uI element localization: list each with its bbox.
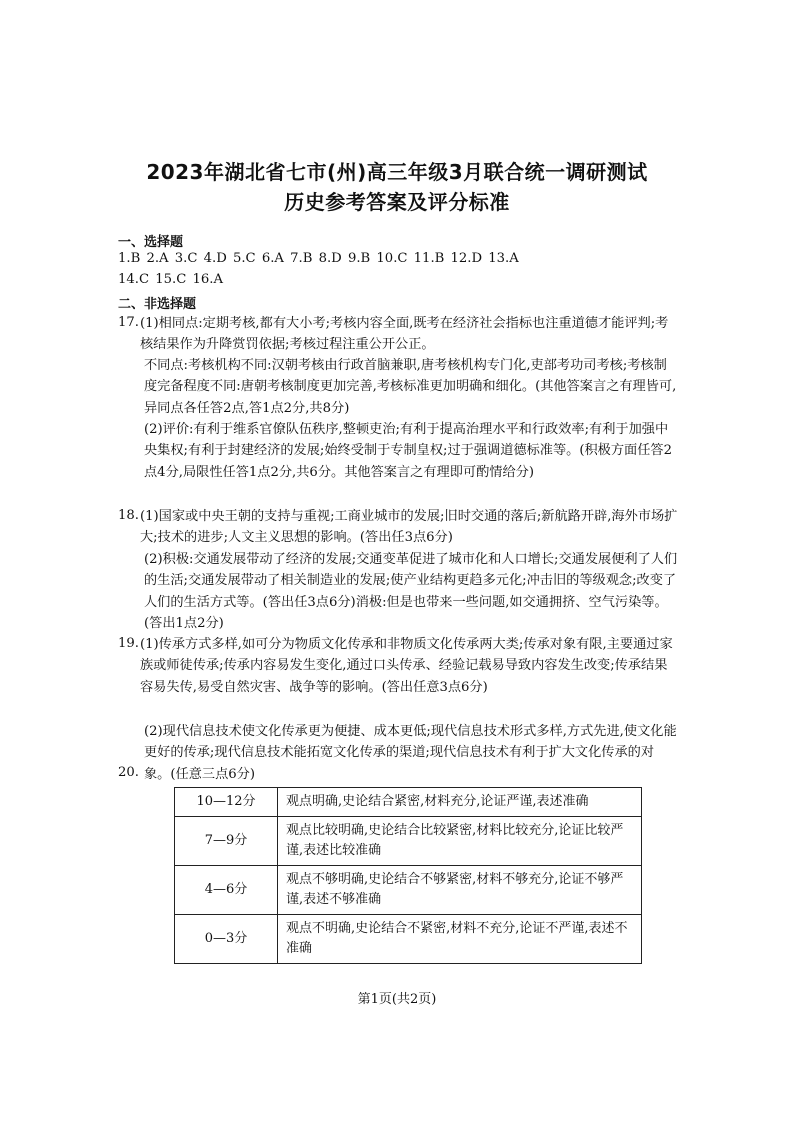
question-20-number: 20. <box>118 765 139 780</box>
choice-answers-line-2: 14.C 15.C 16.A <box>118 272 224 287</box>
question-18-number: 18. <box>118 508 139 523</box>
question-17-differences: 不同点:考核机构不同:汉朝考核由行政首脑兼职,唐考核机构专门化,吏部考功司考核;考核制度完备程度不同:唐朝考核制度更加完善,考核标准更加明确和细化。(其他答案言之有理皆可,异同点各任答2点,答1点2分,共8分) <box>144 358 677 416</box>
question-19-part2: (2)现代信息技术使文化传承更为便捷、成本更低;现代信息技术形式多样,方式先进,使文化能更好的传承;现代信息技术能拓宽文化传承的渠道;现代信息技术有利于扩大文化传承的对象。(任意三点6分) <box>144 724 677 782</box>
question-19-part1: (1)传承方式多样,如可分为物质文化传承和非物质文化传承两大类;传承对象有限,主要通过家族或师徒传承;传承内容易发生变化,通过口头传承、经验记载易导致内容发生改变;传承结果容易失传,易受自然灾害、战争等的影响。(答出任意3点6分) <box>140 637 673 695</box>
page-subtitle: 历史参考答案及评分标准 <box>284 190 510 214</box>
page-title: 2023年湖北省七市(州)高三年级3月联合统一调研测试 <box>146 160 648 184</box>
section-heading-choice: 一、选择题 <box>118 235 184 250</box>
question-17-number: 17. <box>118 315 139 330</box>
question-17-part1: (1)相同点:定期考核,都有大小考;考核内容全面,既考在经济社会指标也注重道德才能评判;考核结果作为升降赏罚依据;考核过程注重公开公正。 <box>140 316 669 353</box>
question-18-part1: (1)国家或中央王朝的支持与重视;工商业城市的发展;旧时交通的落后;新航路开辟,海外市场扩大;技术的进步;人文主义思想的影响。(答出任3点6分) <box>140 509 678 546</box>
score-level: 7—9分 <box>175 817 278 866</box>
score-level: 10—12分 <box>175 788 278 817</box>
scoring-table <box>174 787 642 964</box>
section-heading-nonchoice: 二、非选择题 <box>118 297 197 312</box>
score-level: 4—6分 <box>175 866 278 915</box>
table-row <box>175 788 642 817</box>
score-criteria: 观点不明确,史论结合不紧密,材料不充分,论证不严谨,表述不准确 <box>278 915 642 964</box>
score-criteria: 观点不够明确,史论结合不够紧密,材料不够充分,论证不够严谨,表述不够准确 <box>278 866 642 915</box>
question-18-part2: (2)积极:交通发展带动了经济的发展;交通变革促进了城市化和人口增长;交通发展便利了人们的生活;交通发展带动了相关制造业的发展;使产业结构更趋多元化;冲击旧的等级观念;改变了人们的生活方式等。(答出任3点6分)消极:但是也带来一些问题,如交通拥挤、空气污染等。(答出1点2分) <box>144 552 678 631</box>
choice-answers-line-1: 1.B 2.A 3.C 4.D 5.C 6.A 7.B 8.D 9.B 10.C 11.B 12.D 13.A <box>118 251 519 266</box>
score-criteria: 观点比较明确,史论结合比较紧密,材料比较充分,论证比较严谨,表述比较准确 <box>278 817 642 866</box>
table-row <box>175 817 642 866</box>
page-footer: 第1页(共2页) <box>357 992 437 1007</box>
score-criteria: 观点明确,史论结合紧密,材料充分,论证严谨,表述准确 <box>278 788 642 817</box>
table-row <box>175 915 642 964</box>
question-19-number: 19. <box>118 636 139 651</box>
question-17-part2: (2)评价:有利于维系官僚队伍秩序,整顿吏治;有利于提高治理水平和行政效率;有利于加强中央集权;有利于封建经济的发展;始终受制于专制皇权;过于强调道德标准等。(积极方面任答2点4分,局限性任答1点2分,共6分。其他答案言之有理即可酌情给分) <box>144 422 672 480</box>
score-level: 0—3分 <box>175 915 278 964</box>
table-row <box>175 866 642 915</box>
